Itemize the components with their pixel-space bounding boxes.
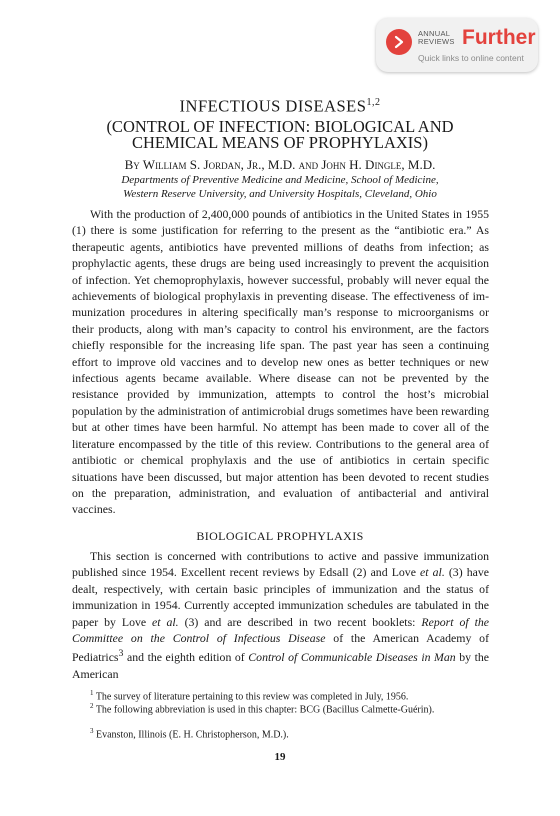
section-heading: BIOLOGICAL PROPHYLAXIS: [196, 529, 364, 543]
footnote-2: [72, 700, 490, 716]
footnote-3-text: Evanston, Illinois (E. H. Christopherson, M.D.).: [93, 729, 289, 741]
etal-1: et al.: [420, 565, 445, 580]
annual-label: ANNUAL: [418, 29, 451, 38]
footnote-3: [72, 725, 490, 741]
annual-reviews-logo: [418, 30, 458, 46]
further-subtitle: Quick links to online content: [418, 53, 524, 63]
affiliation-line-2: Western Reserve University, and University Hospitals, Cleveland, Ohio: [123, 188, 437, 200]
section-text-f: by the American: [72, 650, 490, 681]
further-logo-icon: [386, 29, 412, 55]
section-text-d: of the American Academy of Pediatrics: [72, 631, 489, 665]
title-footnote-marker: 1,2: [366, 97, 381, 108]
authors-line: [0, 157, 560, 172]
section-text-a: This section is concerned with contributions to active and passive immunization published since 1954. Excellent recent reviews by Edsall (2) and Love: [72, 549, 489, 580]
article-subtitle-line-1: (CONTROL OF INFECTION: BIOLOGICAL AND: [106, 117, 454, 136]
reviews-label: REVIEWS: [418, 37, 455, 46]
intro-paragraph: With the production of 2,400,000 pounds of antibiotics in the United States in 1955 (1) there is some justification for referring to the present as the “antibiotic era.” As therapeutic agents, antibiotics have prevented millions of deaths from infection; as prophylactic agents, these drugs are being used increasingly to prevent the acquisition of infection. Yet chemoprophylaxis, however successful, probably will never equal the achievements of biological prophylaxis in preventing disease. The effectiveness of immunization procedures in altering specifically man’s response to microorganisms or their products, along with man’s capacity to control his environment, are the factors chiefly responsible for the increasing life span. The past year has seen a continuing effort to improve old vaccines and to develop new ones as better techniques or new infectious agents became available. Where disease can not be prevented by the resistance provided by immunization, attempts to control the host’s microbial population by the administration of antimicrobial drugs sometimes have been rewarding but at other times have been harmful. No attempt has been made to cover all of the literature encompassed by the title of this review. Contributions to the general area of antibiotic or chemical prophylaxis and the use of antibiotics in certain specific situations have been discussed, but major attention has been devoted to recent studies on the preparation, administration, and evaluation of antibacterial and antiviral vaccines.: [72, 207, 489, 517]
control-title: Control of Communicable Diseases in Man: [248, 650, 456, 665]
footnote-3-marker: 3: [90, 727, 94, 735]
section-text-b: (3) have dealt, respectively, with certain basic principles of immunization and the status of immunization in 1954. Currently accepted immunization schedules are tabulated in the paper by Love: [72, 565, 489, 629]
article-title: [0, 94, 560, 116]
etal-2: et al.: [152, 614, 179, 629]
affiliation-line-1: Departments of Preventive Medicine and Medicine, School of Medicine,: [121, 174, 439, 186]
section-text-e: and the eighth edition of: [123, 650, 249, 665]
footnote-1-marker: 1: [90, 689, 94, 697]
section-footnote-marker: 3: [118, 648, 124, 660]
page-number: 19: [274, 751, 286, 763]
further-badge[interactable]: [376, 18, 538, 72]
authors-text: By William S. Jordan, Jr., M.D. and John H. Dingle, M.D.: [124, 157, 436, 172]
section-paragraph: [72, 548, 489, 682]
further-label: Further: [462, 26, 536, 49]
section-text-c: (3) and are described in two recent booklets:: [178, 614, 422, 629]
report-title: Report of the Committee on the Control of Infectious Disease: [72, 614, 489, 646]
footnote-2-marker: 2: [90, 702, 94, 710]
title-text: INFECTIOUS DISEASES: [179, 96, 367, 116]
footnote-2-text: The following abbreviation is used in this chapter: BCG (Bacillus Calmette-Guérin).: [93, 704, 435, 716]
footnote-1-text: The survey of literature pertaining to this review was completed in July, 1956.: [93, 691, 409, 703]
article-subtitle-line-2: CHEMICAL MEANS OF PROPHYLAXIS): [132, 133, 428, 152]
